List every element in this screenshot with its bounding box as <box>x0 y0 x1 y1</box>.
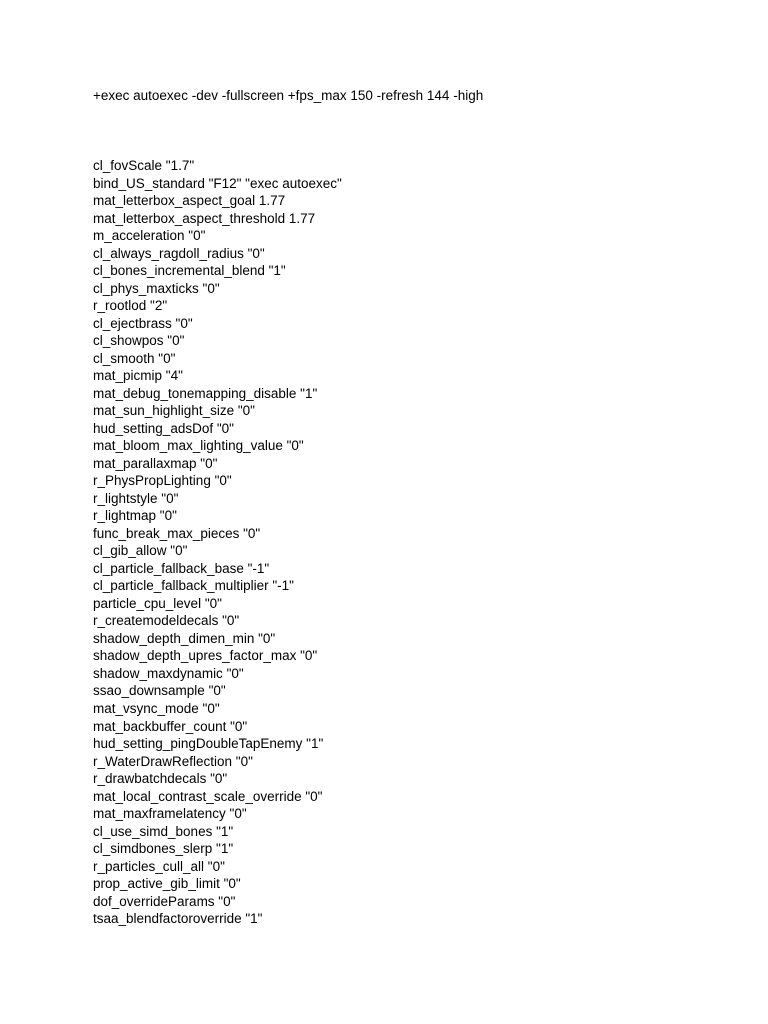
cvar-line: mat_vsync_mode "0" <box>93 700 220 716</box>
cvar-line: dof_overrideParams "0" <box>93 893 236 909</box>
cvar-line: tsaa_blendfactoroverride "1" <box>93 911 263 927</box>
cvar-line: r_WaterDrawReflection "0" <box>93 753 253 769</box>
cvar-line: cl_simdbones_slerp "1" <box>93 841 234 857</box>
cvar-line: r_particles_cull_all "0" <box>93 858 225 874</box>
cvar-line: cl_showpos "0" <box>93 333 185 349</box>
cvar-line: cl_ejectbrass "0" <box>93 315 193 331</box>
cvar-line: r_lightmap "0" <box>93 508 177 524</box>
cvar-line: func_break_max_pieces "0" <box>93 525 261 541</box>
cvar-line: m_acceleration "0" <box>93 228 206 244</box>
cvar-line: hud_setting_adsDof "0" <box>93 420 234 436</box>
cvar-line: cl_always_ragdoll_radius "0" <box>93 245 265 261</box>
cvar-line: cl_gib_allow "0" <box>93 543 188 559</box>
cvar-line: cl_smooth "0" <box>93 350 176 366</box>
cvar-line: mat_debug_tonemapping_disable "1" <box>93 385 318 401</box>
cvar-line: mat_sun_highlight_size "0" <box>93 403 255 419</box>
cvar-line: cl_fovScale "1.7" <box>93 158 195 173</box>
cvar-line: r_drawbatchdecals "0" <box>93 771 228 787</box>
cvar-line: bind_US_standard "F12" "exec autoexec" <box>93 175 342 191</box>
cvar-list <box>93 157 342 928</box>
cvar-line: mat_maxframelatency "0" <box>93 806 247 822</box>
cvar-line: cl_particle_fallback_multiplier "-1" <box>93 578 294 594</box>
cvar-line: mat_letterbox_aspect_goal 1.77 <box>93 193 286 209</box>
cvar-line: shadow_depth_upres_factor_max "0" <box>93 648 318 664</box>
cvar-line: mat_backbuffer_count "0" <box>93 718 248 734</box>
cvar-line: mat_bloom_max_lighting_value "0" <box>93 438 304 454</box>
cvar-line: mat_local_contrast_scale_override "0" <box>93 788 323 804</box>
cvar-line: hud_setting_pingDoubleTapEnemy "1" <box>93 736 324 752</box>
cvar-line: cl_bones_incremental_blend "1" <box>93 263 286 279</box>
launch-options-line: +exec autoexec -dev -fullscreen +fps_max 150 -refresh 144 -high <box>93 88 484 103</box>
cvar-line: r_lightstyle "0" <box>93 490 179 506</box>
cvar-line: cl_phys_maxticks "0" <box>93 280 220 296</box>
cvar-line: shadow_maxdynamic "0" <box>93 665 244 681</box>
cvar-line: shadow_depth_dimen_min "0" <box>93 630 276 646</box>
cvar-line: r_PhysPropLighting "0" <box>93 473 232 489</box>
cvar-line: cl_use_simd_bones "1" <box>93 823 234 839</box>
cvar-line: r_rootlod "2" <box>93 298 168 314</box>
cvar-line: mat_parallaxmap "0" <box>93 455 218 471</box>
cvar-line: mat_picmip "4" <box>93 368 183 384</box>
cvar-line: r_createmodeldecals "0" <box>93 613 240 629</box>
cvar-line: ssao_downsample "0" <box>93 683 226 699</box>
cvar-line: cl_particle_fallback_base "-1" <box>93 560 270 576</box>
cvar-line: mat_letterbox_aspect_threshold 1.77 <box>93 210 316 226</box>
cvar-line: particle_cpu_level "0" <box>93 595 222 611</box>
cvar-line: prop_active_gib_limit "0" <box>93 876 241 892</box>
